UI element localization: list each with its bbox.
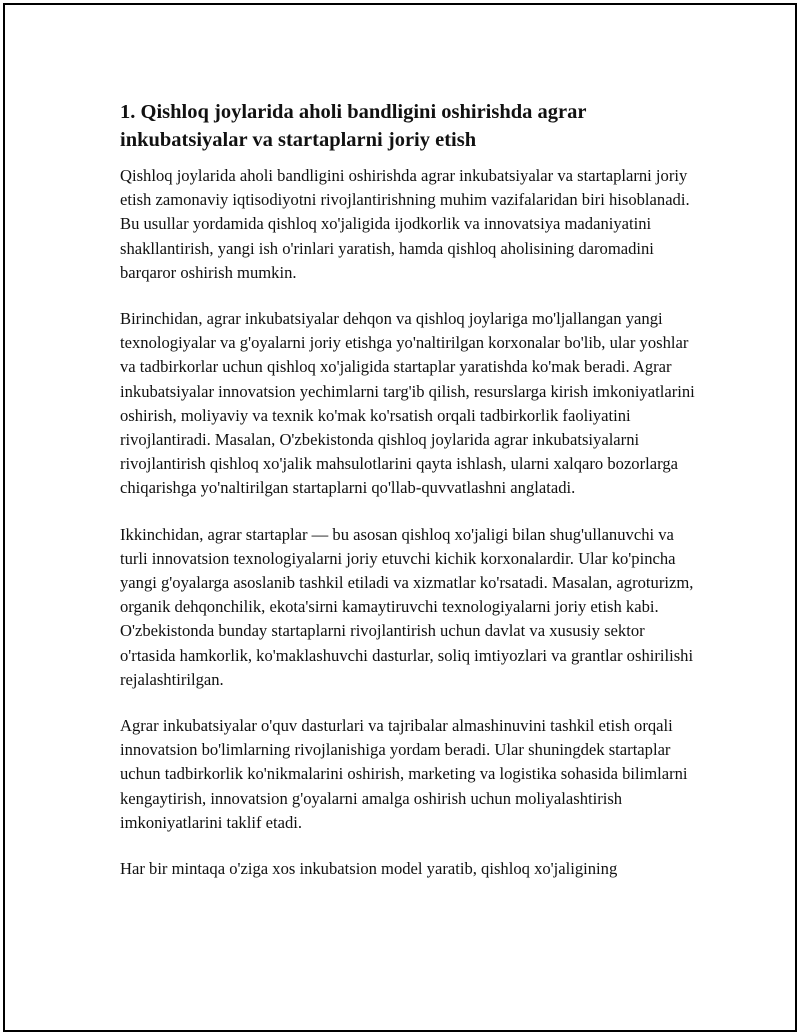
paragraph-second-point: Ikkinchidan, agrar startaplar — bu asosan qishloq xo'jaligi bilan shug'ullanuvchi va turli innovatsion texnologiyalarni joriy etuvchi kichik korxonalardir. Ular ko'pincha yangi g'oyalarga asoslanib tashkil etiladi va xizmatlar ko'rsatadi. Masalan, agroturizm, organik dehqonchilik, ekota'sirni kamaytiruvchi texnologiyalarni joriy etish kabi. O'zbekistonda bunday startaplarni rivojlantirish uchun davlat va xususiy sektor o'rtasida hamkorlik, ko'maklashuvchi dasturlar, soliq imtiyozlari va grantlar oshirilishi rejalashtirilgan. — [120, 524, 694, 689]
section-heading: 1. Qishloq joylarida aholi bandligini oshirishda agrar inkubatsiyalar va startaplarni joriy etish — [120, 101, 587, 151]
paragraph-first-point: Birinchidan, agrar inkubatsiyalar dehqon va qishloq joylariga mo'ljallangan yangi texnologiyalar va g'oyalarni joriy etishga yo'naltirilgan korxonalar bo'lib, ular yoshlar va tadbirkorlar uchun qishloq xo'jaligida startaplar yaratishda ko'mak beradi. Agrar inkubatsiyalar innovatsion yechimlarni targ'ib qilish, resurslarga kirish imkoniyatlarini oshirish, moliyaviy va texnik ko'mak ko'rsatish orqali tadbirkorlik faoliyatini rivojlantiradi. Masalan, O'zbekistonda qishloq joylarida agrar inkubatsiyalarni rivojlantirish qishloq xo'jalik mahsulotlarini qayta ishlash, ularni xalqaro bozorlarga chiqarishga yo'naltirilgan startaplarni qo'llab-quvvatlashni anglatadi. — [120, 309, 695, 498]
paragraph-training-programs: Agrar inkubatsiyalar o'quv dasturlari va tajribalar almashinuvini tashkil etish orqali innovatsion bo'limlarning rivojlanishiga yordam beradi. Ular shuningdek startaplar uchun tadbirkorlik ko'nikmalarini oshirish, marketing va logistika sohasida bilimlarni kengaytirish, innovatsion g'oyalarni amalga oshirish uchun moliyalashtirish imkoniyatlarini taklif etadi. — [120, 716, 688, 832]
paragraph-regional-model: Har bir mintaqa o'ziga xos inkubatsion model yaratib, qishloq xo'jaligining — [120, 859, 618, 879]
paragraph-intro: Qishloq joylarida aholi bandligini oshirishda agrar inkubatsiyalar va startaplarni joriy etish zamonaviy iqtisodiyotni rivojlantirishning muhim vazifalaridan biri hisoblanadi. Bu usullar yordamida qishloq xo'jaligida ijodkorlik va innovatsiya madaniyatini shakllantirish, yangi ish o'rinlari yaratish, hamda qishloq aholisining daromadini barqaror oshirish mumkin. — [120, 166, 690, 282]
document-body — [120, 98, 695, 903]
page-frame — [3, 3, 797, 1032]
